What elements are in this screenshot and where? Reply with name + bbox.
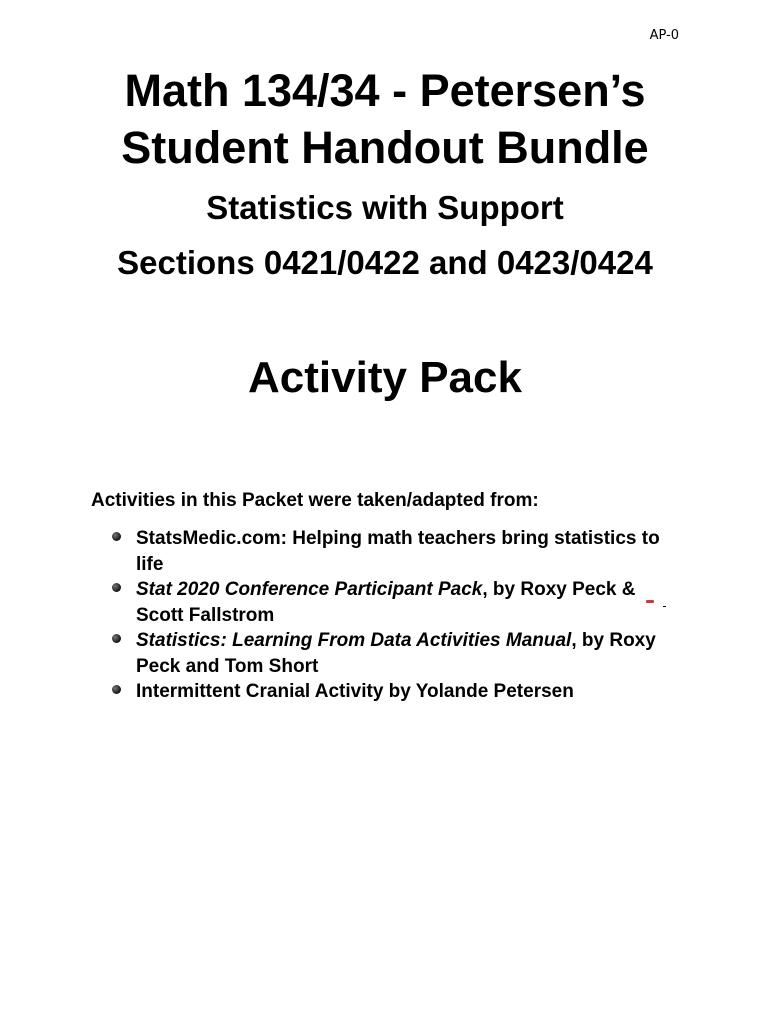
- title-line-2: Student Handout Bundle: [121, 122, 649, 173]
- bullet-icon: [112, 532, 121, 541]
- source-title: Stat 2020 Conference Participant Pack: [136, 579, 483, 600]
- subtitle-sections: Sections 0421/0422 and 0423/0424: [117, 244, 653, 281]
- bullet-icon: [112, 634, 121, 643]
- source-item: [112, 679, 682, 705]
- bullet-icon: [112, 685, 121, 694]
- source-title: Statistics: Learning From Data Activities Manual: [136, 630, 572, 651]
- source-item: [112, 628, 682, 679]
- bullet-icon: [112, 583, 121, 592]
- sources-list: [112, 526, 682, 705]
- subtitle-course: Statistics with Support: [206, 189, 564, 226]
- source-authors: , by Roxy Peck & Scott Fallstrom: [136, 579, 636, 626]
- source-item: [112, 526, 682, 577]
- source-item: [112, 577, 682, 628]
- document-title: [0, 62, 770, 176]
- title-line-1: Math 134/34 - Petersen’s: [124, 65, 646, 116]
- red-spellcheck-mark: [646, 600, 654, 603]
- pack-title: Activity Pack: [248, 353, 522, 402]
- stray-dot: [663, 606, 666, 607]
- page-code: AP-0: [649, 28, 679, 43]
- source-text: Intermittent Cranial Activity by Yolande Petersen: [136, 681, 574, 702]
- source-authors: , by Roxy Peck and Tom Short: [136, 630, 656, 677]
- sources-heading: Activities in this Packet were taken/adapted from:: [91, 490, 539, 511]
- source-text: StatsMedic.com: Helping math teachers bring statistics to life: [136, 528, 660, 575]
